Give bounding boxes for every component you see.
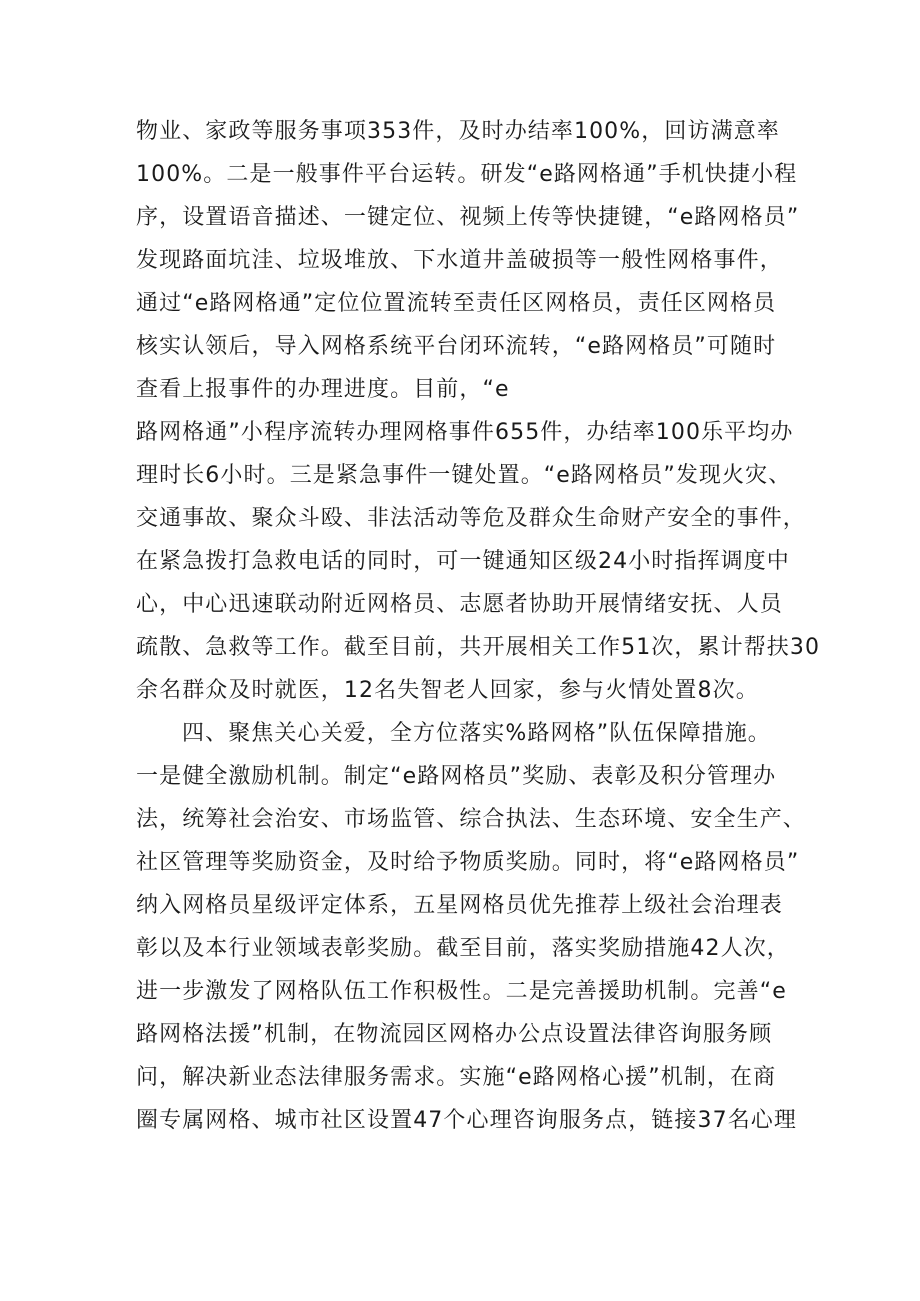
text-line: 100%。二是一般事件平台运转。研发“e路网格通”手机快捷小程 (136, 162, 798, 187)
text-line: 彰以及本行业领域表彰奖励。截至目前，落实奖励措施42人次， (136, 936, 790, 961)
text-line: 交通事故、聚众斗殴、非法活动等危及群众生命财产安全的事件， (136, 506, 806, 531)
text-line: 圈专属网格、城市社区设置47个心理咨询服务点，链接37名心理 (136, 1108, 797, 1133)
text-line: 社区管理等奖励资金，及时给予物质奖励。同时，将“e路网格员” (136, 850, 800, 875)
text-line: 序，设置语音描述、一键定位、视频上传等快捷键，“e路网格员” (136, 205, 800, 230)
text-line: 进一步激发了网格队伍工作积极性。二是完善援助机制。完善“e (136, 979, 787, 1004)
text-line: 余名群众及时就医，12名失智老人回家，参与火情处置8次。 (136, 678, 759, 703)
text-line: 查看上报事件的办理进度。目前，“e (136, 377, 510, 402)
text-line: 心，中心迅速联动附近网格员、志愿者协助开展情绪安抚、人员 (136, 592, 783, 617)
text-line: 发现路面坑洼、垃圾堆放、下水道井盖破损等一般性网格事件， (136, 248, 783, 273)
text-line: 一是健全激励机制。制定“e路网格员”奖励、表彰及积分管理办 (136, 764, 777, 789)
text-line: 法，统筹社会治安、市场监管、综合执法、生态环境、安全生产、 (136, 807, 806, 832)
text-line: 在紧急拨打急救电话的同时，可一键通知区级24小时指挥调度中 (136, 549, 790, 574)
text-line: 路网格法援”机制，在物流园区网格办公点设置法律咨询服务顾 (136, 1022, 773, 1047)
text-line: 疏散、急救等工作。截至目前，共开展相关工作51次，累计帮扶30 (136, 635, 821, 660)
text-line: 物业、家政等服务事项353件，及时办结率100%，回访满意率 (136, 119, 780, 144)
section-heading: 四、聚焦关心关爱，全方位落实%路网格”队伍保障措施。 (182, 721, 771, 746)
text-line: 核实认领后，导入网格系统平台闭环流转，“e路网格员”可随时 (136, 334, 777, 359)
text-line: 通过“e路网格通”定位位置流转至责任区网格员，责任区网格员 (136, 291, 777, 316)
text-line: 路网格通”小程序流转办理网格事件655件，办结率100乐平均办 (136, 420, 794, 445)
body-text (136, 110, 821, 1142)
text-line: 问，解决新业态法律服务需求。实施“e路网格心援”机制，在商 (136, 1065, 777, 1090)
text-line: 纳入网格员星级评定体系，五星网格员优先推荐上级社会治理表 (136, 893, 783, 918)
text-line: 理时长6小时。三是紧急事件一键处置。“e路网格员”发现火灾、 (136, 463, 792, 488)
